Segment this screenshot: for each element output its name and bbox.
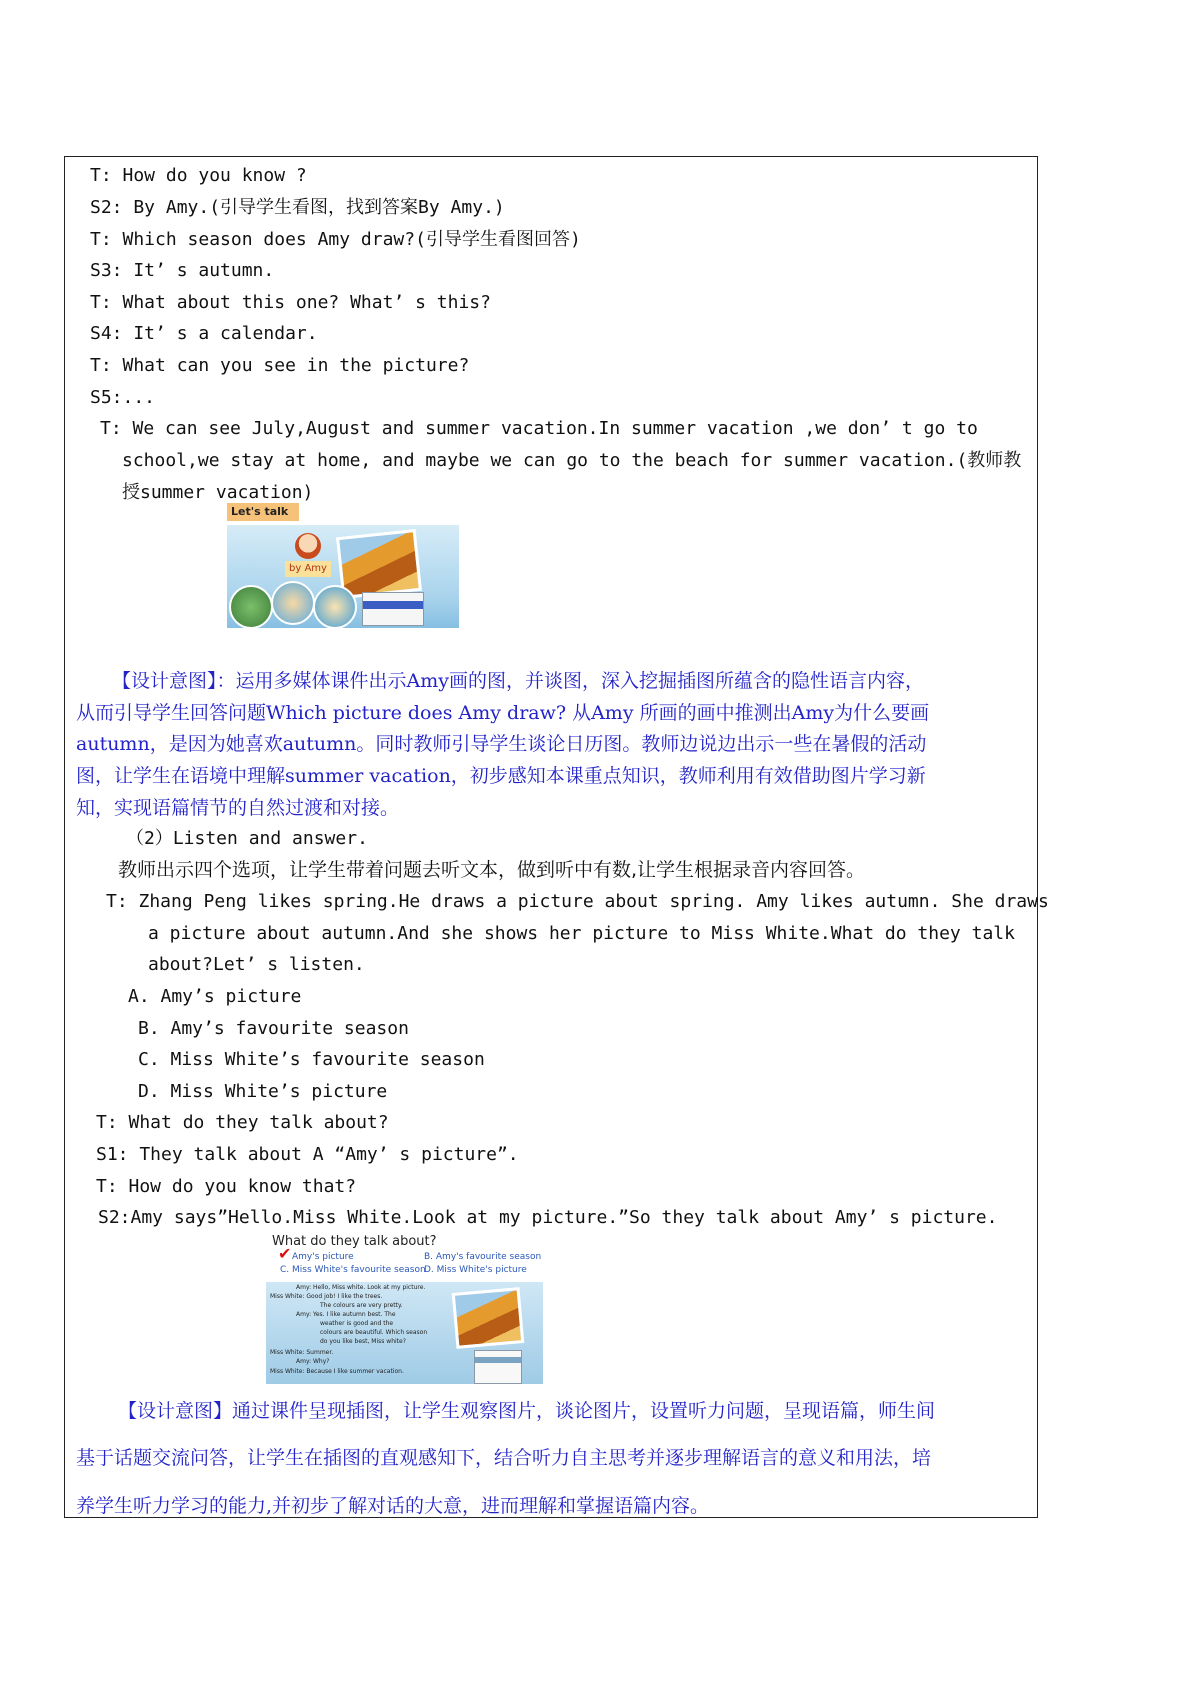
- listening-slide-image: [266, 1234, 543, 1384]
- dialogue-line: T: Zhang Peng likes spring.He draws a picture about spring. Amy likes autumn. She draws: [106, 891, 1049, 912]
- design-intent-line: 基于话题交流问答，让学生在插图的直观感知下，结合听力自主思考并逐步理解语言的意义和用法，培: [76, 1447, 932, 1469]
- dialogue-text: Miss White: Because I like summer vacation.: [270, 1368, 404, 1375]
- autumn-painting-image: [336, 529, 422, 599]
- dialogue-line: S1: They talk about A “Amy’ s picture”.: [96, 1144, 519, 1165]
- dialogue-text: Amy: Yes. I like autumn best. The: [296, 1311, 396, 1318]
- dialogue-line: T: What do they talk about?: [96, 1112, 389, 1133]
- instruction-text: 教师出示四个选项，让学生带着问题去听文本，做到听中有数,让学生根据录音内容回答。: [118, 859, 866, 881]
- by-amy-label: by Amy: [285, 561, 331, 577]
- amy-avatar-icon: [295, 533, 321, 559]
- activity-circle-icon: [313, 585, 357, 629]
- lets-talk-tag: Let's talk: [227, 503, 299, 521]
- dialogue-line: about?Let’ s listen.: [148, 954, 365, 975]
- section-heading: （2）Listen and answer.: [126, 828, 368, 849]
- dialogue-line: S3: It’ s autumn.: [90, 260, 275, 281]
- design-intent-line: autumn，是因为她喜欢autumn。同时教师引导学生谈论日历图。教师边说边出示一些在暑假的活动: [76, 733, 927, 755]
- slide-option: D. Miss White's picture: [424, 1265, 527, 1275]
- autumn-painting-image: [452, 1287, 525, 1349]
- dialogue-line: T: How do you know that?: [96, 1176, 357, 1197]
- design-intent-line: 知，实现语篇情节的自然过渡和对接。: [76, 797, 400, 819]
- dialogue-line: T: We can see July,August and summer vacation.In summer vacation ,we don’ t go to: [100, 418, 978, 439]
- dialogue-text: Amy: Why?: [296, 1358, 330, 1365]
- dialogue-line: a picture about autumn.And she shows her picture to Miss White.What do they talk: [148, 923, 1015, 944]
- calendar-image: [474, 1350, 522, 1384]
- design-intent-line: 图，让学生在语境中理解summer vacation，初步感知本课重点知识，教师利用有效借助图片学习新: [76, 765, 926, 787]
- dialogue-panel: [266, 1282, 543, 1384]
- dialogue-line: school,we stay at home, and maybe we can go to the beach for summer vacation.(教师教: [122, 450, 1022, 471]
- dialogue-line: T: What about this one? What’ s this?: [90, 292, 491, 313]
- activity-circle-icon: [229, 585, 273, 629]
- dialogue-line: T: How do you know ?: [90, 165, 307, 186]
- dialogue-text: weather is good and the: [320, 1320, 394, 1327]
- dialogue-text: do you like best, Miss white?: [320, 1338, 406, 1345]
- slide-title: What do they talk about?: [272, 1234, 437, 1249]
- dialogue-line: T: Which season does Amy draw?(引导学生看图回答): [90, 229, 581, 250]
- option-a: A. Amy’s picture: [128, 986, 302, 1007]
- dialogue-line: S2:Amy says”Hello.Miss White.Look at my picture.”So they talk about Amy’ s picture.: [98, 1207, 998, 1228]
- dialogue-line: S5:...: [90, 387, 156, 408]
- option-c: C. Miss White’s favourite season: [138, 1049, 485, 1070]
- option-b: B. Amy’s favourite season: [138, 1018, 409, 1039]
- dialogue-line: S2: By Amy.(引导学生看图，找到答案By Amy.): [90, 197, 505, 218]
- dialogue-text: colours are beautiful. Which season: [320, 1329, 428, 1336]
- dialogue-line: 授summer vacation): [122, 482, 314, 503]
- design-intent-line: 从而引导学生回答问题Which picture does Amy draw? 从Amy 所画的画中推测出Amy为什么要画: [76, 702, 930, 724]
- design-intent-line: 【设计意图】通过课件呈现插图，让学生观察图片，谈论图片，设置听力问题，呈现语篇，师生间: [118, 1400, 936, 1422]
- slide-option: B. Amy's favourite season: [424, 1252, 542, 1262]
- slide-option: Amy's picture: [292, 1252, 354, 1262]
- design-intent-line: 养学生听力学习的能力,并初步了解对话的大意，进而理解和掌握语篇内容。: [76, 1495, 710, 1517]
- activity-circle-icon: [271, 581, 315, 625]
- dialogue-text: Miss White: Summer.: [270, 1349, 334, 1356]
- dialogue-text: Miss White: Good job! I like the trees.: [270, 1293, 383, 1300]
- checkmark-icon: ✔: [278, 1244, 292, 1263]
- calendar-image: [362, 592, 424, 626]
- dialogue-line: T: What can you see in the picture?: [90, 355, 470, 376]
- dialogue-text: The colours are very pretty.: [320, 1302, 403, 1309]
- dialogue-line: S4: It’ s a calendar.: [90, 323, 318, 344]
- option-d: D. Miss White’s picture: [138, 1081, 388, 1102]
- slide-option: C. Miss White's favourite season: [280, 1265, 426, 1275]
- dialogue-text: Amy: Hello, Miss white. Look at my picture.: [296, 1284, 426, 1291]
- design-intent-line: 【设计意图】：运用多媒体课件出示Amy画的图，并谈图，深入挖掘插图所蕴含的隐性语言内容，: [112, 670, 924, 692]
- lets-talk-slide-image: [227, 503, 459, 628]
